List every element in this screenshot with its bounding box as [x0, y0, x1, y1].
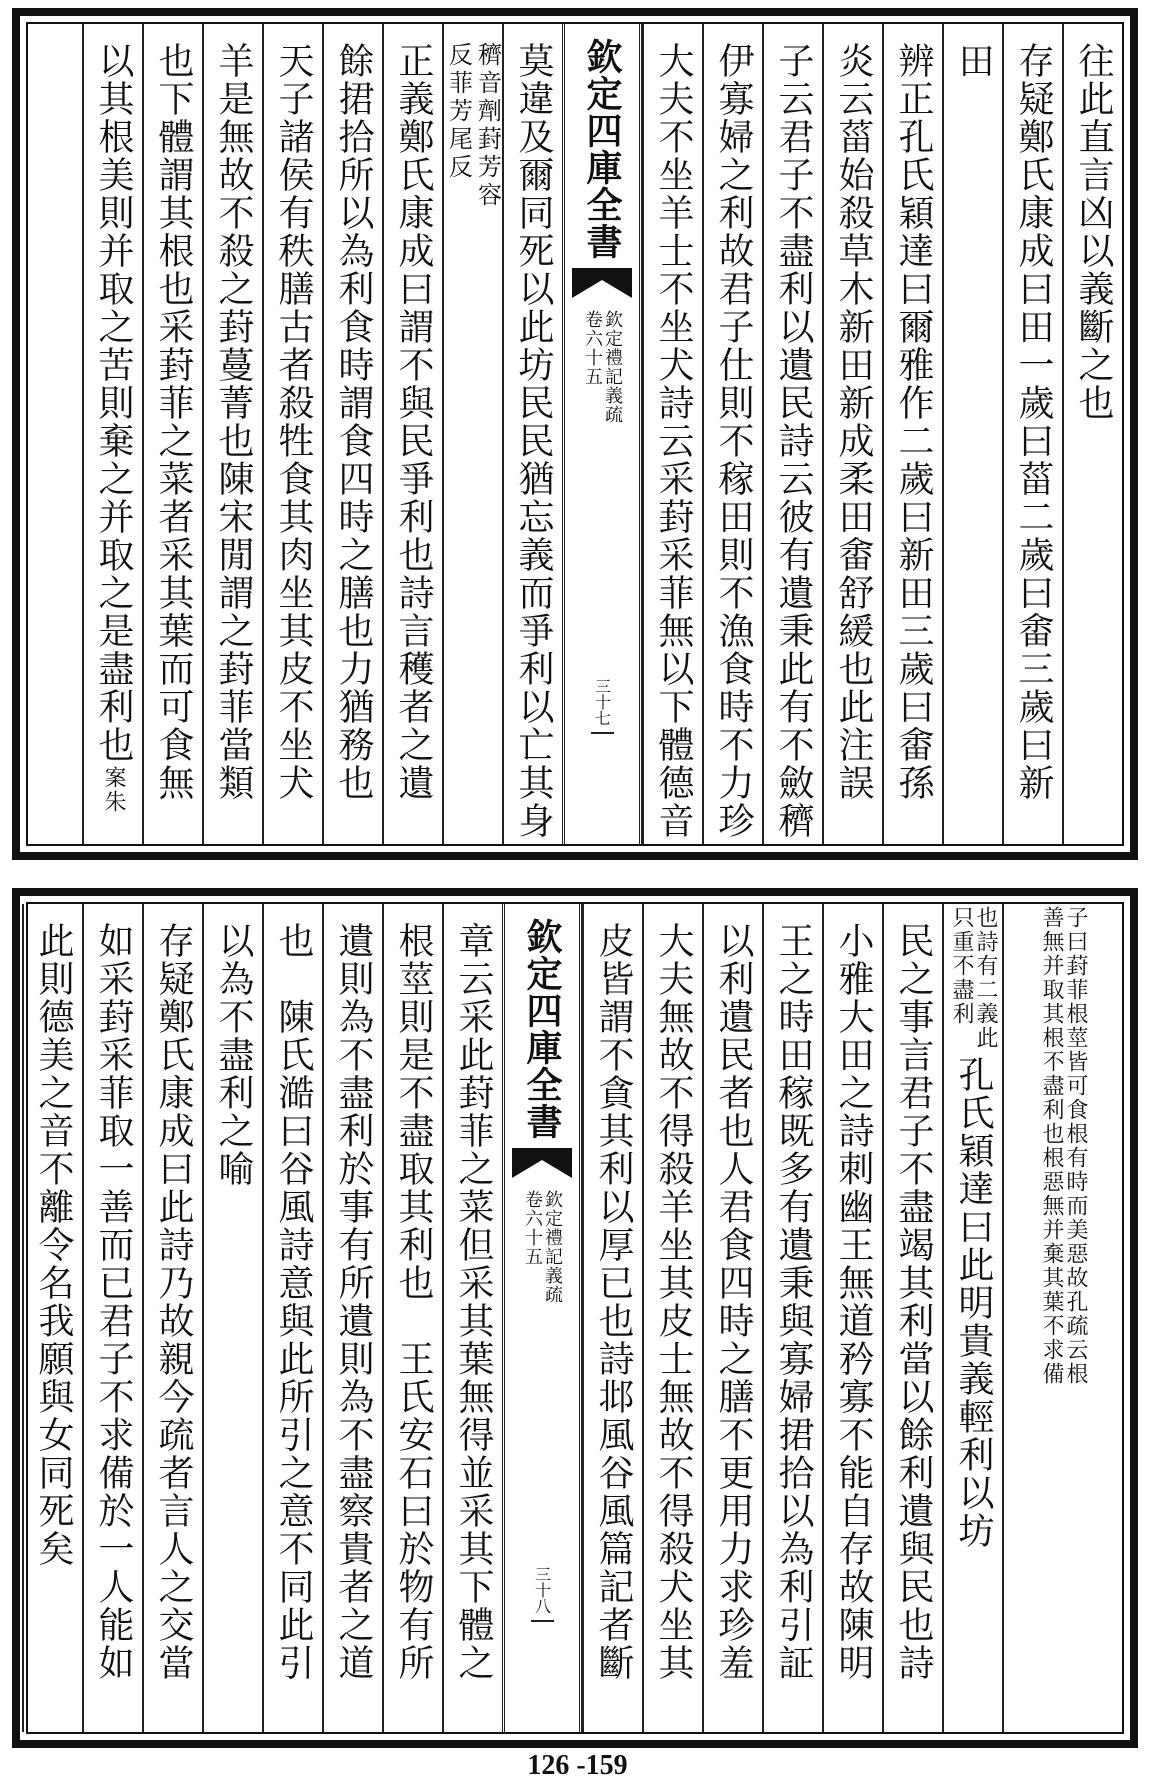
text-column: 大夫不坐羊士不坐犬詩云采葑采菲無以下體德音 [642, 24, 702, 844]
inline-note: 子曰葑菲根莖皆可食根有時而美惡故孔疏云根 善無并取其根不盡利也根惡無并棄其葉不求備 [1039, 906, 1088, 1386]
text-column: 羊是無故不殺之葑蔓菁也陳宋閒謂之葑菲當類 [202, 24, 262, 844]
volume-label: 欽定禮記義疏 卷六十五 [522, 1190, 563, 1304]
center-margin [502, 904, 582, 1732]
top-columns [26, 22, 1124, 846]
text-column: 皮皆謂不貪其利以厚已也詩邶風谷風篇記者斷 [582, 904, 642, 1732]
text-column: 大夫無故不得殺羊坐其皮士無故不得殺犬坐其 [642, 904, 702, 1732]
text-column: 以利遺民者也人君食四時之膳不更用力求珍羞 [702, 904, 762, 1732]
book-title: 欽定四庫全書 [581, 38, 623, 260]
text-column: 莫違及爾同死以此坊民民猶忘義而爭利以亡其身 [502, 24, 562, 844]
fishtail-mark-icon [572, 268, 632, 298]
text-column: 天子諸侯有秩膳古者殺牲食其肉坐其皮不坐犬 [262, 24, 322, 844]
fishtail-mark-icon [512, 1148, 572, 1178]
text-column: 如采葑采菲取一善而已君子不求備於一人能如 [82, 904, 142, 1732]
text-column [1002, 904, 1122, 1732]
text-column: 也詩有二義此 只重不盡利 孔氏穎達曰此明貴義輕利以坊 [942, 904, 1002, 1732]
text-column: 田 [942, 24, 1002, 844]
text-column: 正義鄭氏康成曰謂不與民爭利也詩言穫者之遺 [382, 24, 442, 844]
text-column: 根莖則是不盡取其利也 王氏安石曰於物有所 [382, 904, 442, 1732]
leaf-number: 三十八 [531, 1566, 554, 1622]
text-column: 遺則為不盡利於事有所遺則為不盡察貴者之道 [322, 904, 382, 1732]
annotation-column: 穧音劑葑芳容 反菲芳尾反 [442, 24, 502, 844]
text-column: 伊寡婦之利故君子仕則不稼田則不漁食時不力珍 [702, 24, 762, 844]
text-column: 小雅大田之詩刺幽王無道矜寡不能自存故陳明 [822, 904, 882, 1732]
page-number: 126 -159 [527, 1750, 628, 1781]
bottom-page [12, 888, 1138, 1748]
center-margin [562, 24, 642, 844]
text-column: 以為不盡利之喻 [202, 904, 262, 1732]
text-column: 往此直言凶以義斷之也 [1062, 24, 1122, 844]
text-column: 王之時田稼既多有遺秉與寡婦捃拾以為利引証 [762, 904, 822, 1732]
leaf-number: 三十七 [591, 678, 614, 734]
text-column: 章云采此葑菲之菜但采其葉無得並采其下體之 [442, 904, 502, 1732]
text-column: 以其根美則并取之苦則棄之并取之是盡利也 案朱 [82, 24, 142, 844]
book-title: 欽定四庫全書 [521, 918, 563, 1140]
text-column: 也下體謂其根也采葑菲之菜者采其葉而可食無 [142, 24, 202, 844]
text-column: 存疑鄭氏康成曰田一歲曰菑二歲曰畬三歲曰新 [1002, 24, 1062, 844]
volume-label: 欽定禮記義疏 卷六十五 [582, 310, 623, 424]
bottom-columns [26, 902, 1124, 1734]
text-column: 餘捃拾所以為利食時謂食四時之膳也力猶務也 [322, 24, 382, 844]
text-column: 此則德美之音不離令名我願與女同死矣 [22, 904, 82, 1732]
inline-note: 案朱 [101, 766, 126, 814]
text-column: 炎云菑始殺草木新田新成柔田畬舒緩也此注誤 [822, 24, 882, 844]
top-page [12, 8, 1138, 860]
text-column: 子云君子不盡利以遺民詩云彼有遺秉此有不斂穧 [762, 24, 822, 844]
text-column: 存疑鄭氏康成曰此詩乃故親今疏者言人之交當 [142, 904, 202, 1732]
text-column: 也 陳氏澔曰谷風詩意與此所引之意不同此引 [262, 904, 322, 1732]
text-column: 辨正孔氏穎達曰爾雅作二歲曰新田三歲曰畬孫 [882, 24, 942, 844]
text-column: 民之事言君子不盡竭其利當以餘利遺與民也詩 [882, 904, 942, 1732]
inline-note: 也詩有二義此 只重不盡利 [949, 906, 998, 1050]
